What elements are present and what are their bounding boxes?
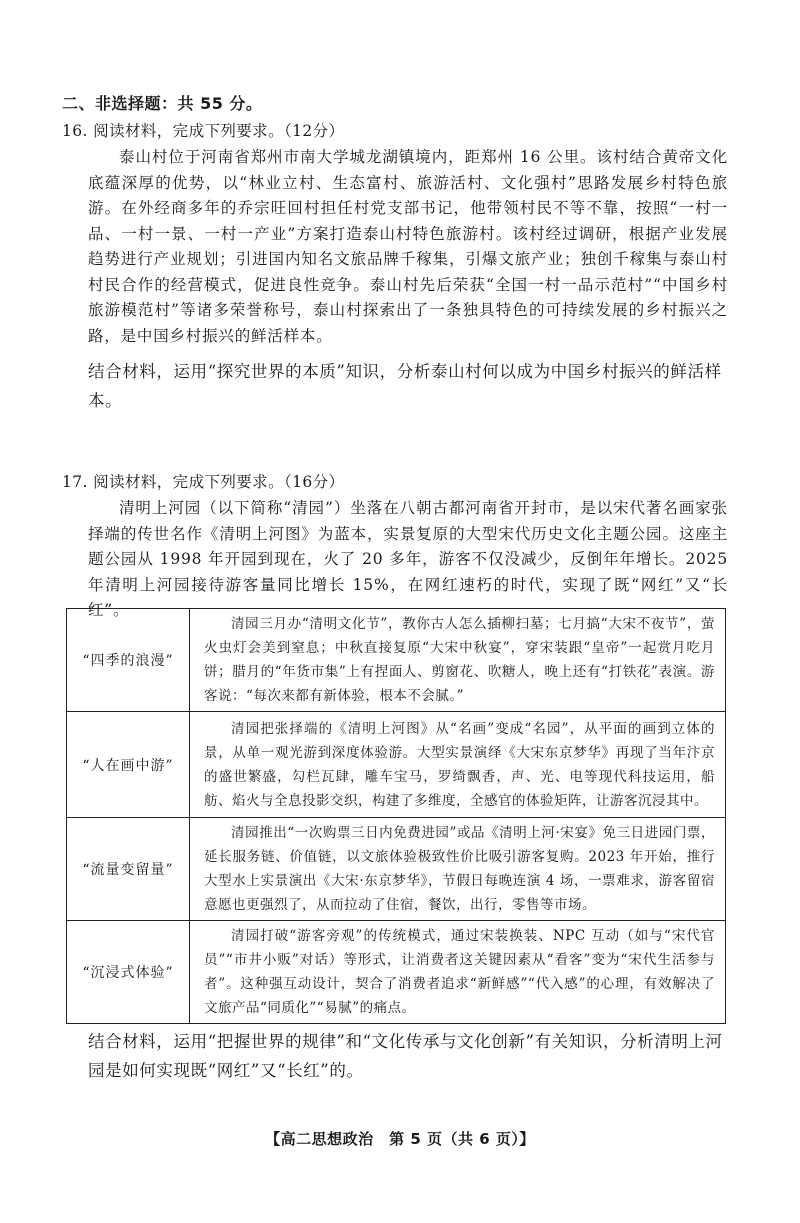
q16-material: 泰山村位于河南省郑州市南大学城龙湖镇境内，距郑州 16 公里。该村结合黄帝文化底蕴深厚的优势，以“林业立村、生态富村、旅游活村、文化强村”思路发展乡村特色旅游。在外经商多年的乔宗旺回村担任村党支部书记，他带领村民不等不靠，按照“一村一品、一村一景、一村一产业”方案打造泰山村特色旅游村。该村经过调研，根据产业发展趋势进行产业规划；引进国内知名文旅品牌千稼集，引爆文旅产业；独创千稼集与泰山村村民合作的经营模式，促进良性竞争。泰山村先后荣获“全国一村一品示范村”“中国乡村旅游模范村”等诸多荣誉称号，泰山村探索出了一条独具特色的可持续发展的乡村振兴之路，是中国乡村振兴的鲜活样本。	[88, 148, 728, 345]
q16-requirement: 结合材料，运用“探究世界的本质”知识，分析泰山村何以成为中国乡村振兴的鲜活样本。	[88, 362, 722, 410]
row-content: 清园打破“游客旁观”的传统模式，通过宋装换装、NPC 互动（如与“宋代官员”“市井小贩”对话）等形式，让消费者这关键因素从“看客”变为“宋代生活参与者”。这种强互动设计，契合了消费者追求“新鲜感”“代入感”的心理，有效解决了文旅产品“同质化”“易腻”的痛点。	[190, 921, 726, 1024]
q17-material-table	[66, 608, 726, 1024]
row-content: 清园推出“一次购票三日内免费进园”或品《清明上河·宋宴》免三日进园门票，延长服务链、价值链，以文旅体验极致性价比吸引游客复购。2023 年开始，推行大型水上实景演出《大宋·东京梦华》，节假日每晚连演 4 场，一票难求，游客留宿意愿也更强烈了，从而拉动了住宿，餐饮，出行，零售等市场。	[190, 818, 726, 921]
page-footer: 【高二思想政治 第 5 页（共 6 页）】	[265, 1130, 535, 1148]
row-label: “人在画中游”	[67, 712, 190, 818]
row-label: “四季的浪漫”	[67, 609, 190, 712]
table-row	[67, 818, 726, 921]
row-content: 清园三月办“清明文化节”，教你古人怎么插柳扫墓；七月搞“大宋不夜节”，萤火虫灯会美到窒息；中秋直接复原“大宋中秋宴”，穿宋装跟“皇帝”一起赏月吃月饼；腊月的“年货市集”上有捏面人、剪窗花、吹糖人，晚上还有“打铁花”表演。游客说：“每次来都有新体验，根本不会腻。”	[190, 609, 726, 712]
row-label: “流量变留量”	[67, 818, 190, 921]
table-row	[67, 921, 726, 1024]
table-row	[67, 609, 726, 712]
row-content: 清园把张择端的《清明上河图》从“名画”变成“名园”，从平面的画到立体的景，从单一观光游到深度体验游。大型实景演绎《大宋东京梦华》再现了当年汴京的盛世繁盛，勾栏瓦肆，雕车宝马，罗绮飘香，声、光、电等现代科技运用，船舫、焰火与全息投影交织，构建了多维度，全感官的体验矩阵，让游客沉浸其中。	[190, 712, 726, 818]
q17-heading: 17. 阅读材料，完成下列要求。（16分）	[62, 473, 345, 491]
q17-material: 清明上河园（以下简称“清园”）坐落在八朝古都河南省开封市，是以宋代著名画家张择端的传世名作《清明上河图》为蓝本，实景复原的大型宋代历史文化主题公园。这座主题公园从 1998 年开园到现在，火了 20 多年，游客不仅没减少，反倒年年增长。2025 年清明上河园接待游客量同比增长 15%，在网红速朽的时代，实现了既“网红”又“长红”。	[88, 499, 728, 619]
table-row	[67, 712, 726, 818]
section-title: 二、非选择题：共 55 分。	[62, 94, 263, 113]
row-label: “沉浸式体验”	[67, 921, 190, 1024]
q16-heading: 16. 阅读材料，完成下列要求。（12分）	[62, 122, 345, 140]
q17-requirement: 结合材料，运用“把握世界的规律”和“文化传承与文化创新”有关知识，分析清明上河园是如何实现既“网红”又“长红”的。	[88, 1032, 723, 1080]
